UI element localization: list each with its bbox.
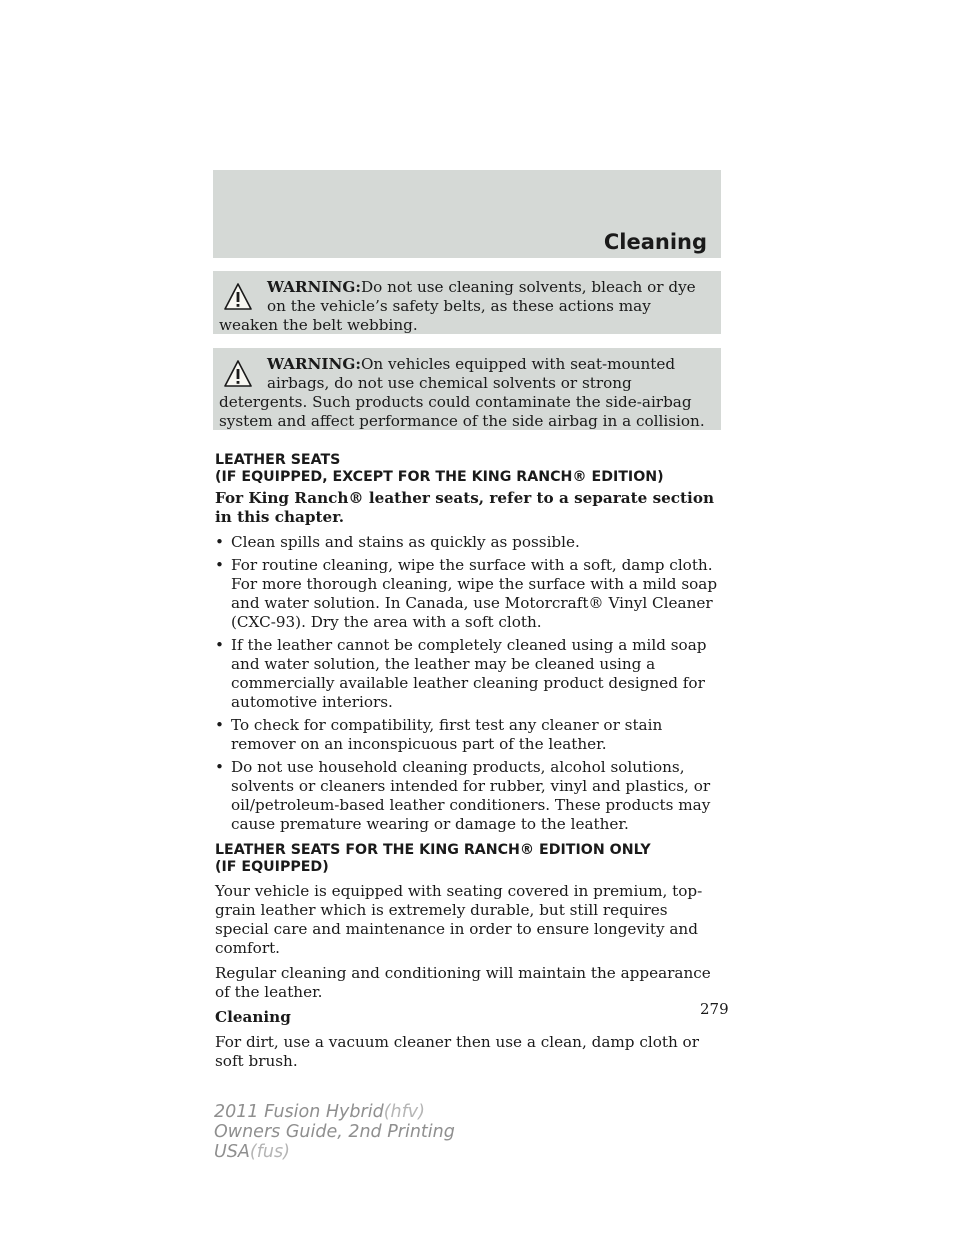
list-item [215, 556, 721, 632]
paragraph: For dirt, use a vacuum cleaner then use a clean, damp cloth or soft brush. [215, 1033, 699, 1070]
section-heading-leather-seats [215, 452, 721, 486]
list-item [215, 533, 721, 552]
footer-line [214, 1142, 455, 1162]
warning-triangle-icon [223, 282, 253, 312]
bullet-icon: • [215, 636, 224, 654]
footer-market: USA [214, 1142, 250, 1162]
bullet-icon: • [215, 556, 224, 574]
heading-line: (IF EQUIPPED) [215, 859, 329, 875]
list-item-text: Do not use household cleaning products, alcohol solutions, solvents or cleaners intended for rubber, vinyl and plastics, or oil/petroleum-based leather conditioners. These products may cause premature wearing or damage to the leather. [231, 758, 711, 833]
section-header-band [213, 170, 721, 258]
footer-market-code: (fus) [249, 1142, 290, 1162]
bullet-icon: • [215, 533, 224, 551]
leather-care-list [215, 533, 721, 834]
paragraph: Regular cleaning and conditioning will maintain the appearance of the leather. [215, 964, 711, 1001]
list-item-text: Clean spills and stains as quickly as possible. [231, 533, 580, 551]
warning-label: WARNING: [267, 355, 361, 373]
list-item-text: For routine cleaning, wipe the surface with a soft, damp cloth. For more thorough cleaning, wipe the surface with a mild soap and water solution. In Canada, use Motorcraft® Vinyl Cleaner (CXC-93). Dry the area with a soft cloth. [231, 556, 718, 631]
list-item-text: If the leather cannot be completely cleaned using a mild soap and water solution, the leather may be cleaned using a commercially available leather cleaning product designed for automotive interiors. [231, 636, 707, 711]
king-ranch-note: For King Ranch® leather seats, refer to a separate section in this chapter. [215, 489, 714, 526]
warning-box-airbags [213, 348, 721, 430]
section-heading-king-ranch [215, 842, 721, 876]
list-item-text: To check for compatibility, first test any cleaner or stain remover on an inconspicuous part of the leather. [231, 716, 663, 753]
bullet-icon: • [215, 716, 224, 734]
subheading-cleaning: Cleaning [215, 1008, 291, 1026]
footer-model-code: (hfv) [383, 1102, 425, 1122]
warning-text: On vehicles equipped with seat-mounted airbags, do not use chemical solvents or strong detergents. Such products could contaminate the side-airbag system and affect performance of the side airbag in a collision. [219, 355, 705, 430]
warning-label: WARNING: [267, 278, 361, 296]
warning-text: Do not use cleaning solvents, bleach or dye on the vehicle’s safety belts, as these actions may weaken the belt webbing. [219, 278, 696, 334]
footer-model: 2011 Fusion Hybrid [214, 1102, 384, 1122]
list-item [215, 758, 721, 834]
page-number: 279 [700, 1000, 729, 1018]
warning-box-safety-belts [213, 271, 721, 334]
bullet-icon: • [215, 758, 224, 776]
heading-line: LEATHER SEATS FOR THE KING RANCH® EDITION ONLY [215, 842, 651, 858]
list-item [215, 636, 721, 712]
footer-line [214, 1102, 455, 1122]
main-content [215, 452, 721, 1077]
paragraph: Your vehicle is equipped with seating covered in premium, top-grain leather which is extremely durable, but still requires special care and maintenance in order to ensure longevity and comfort. [215, 882, 703, 957]
heading-line: LEATHER SEATS [215, 452, 341, 468]
warning-triangle-icon [223, 359, 253, 389]
footer-line: Owners Guide, 2nd Printing [214, 1122, 455, 1142]
heading-line: (IF EQUIPPED, EXCEPT FOR THE KING RANCH® EDITION) [215, 469, 664, 485]
document-footer [214, 1102, 455, 1162]
section-title: Cleaning [603, 230, 707, 254]
list-item [215, 716, 721, 754]
